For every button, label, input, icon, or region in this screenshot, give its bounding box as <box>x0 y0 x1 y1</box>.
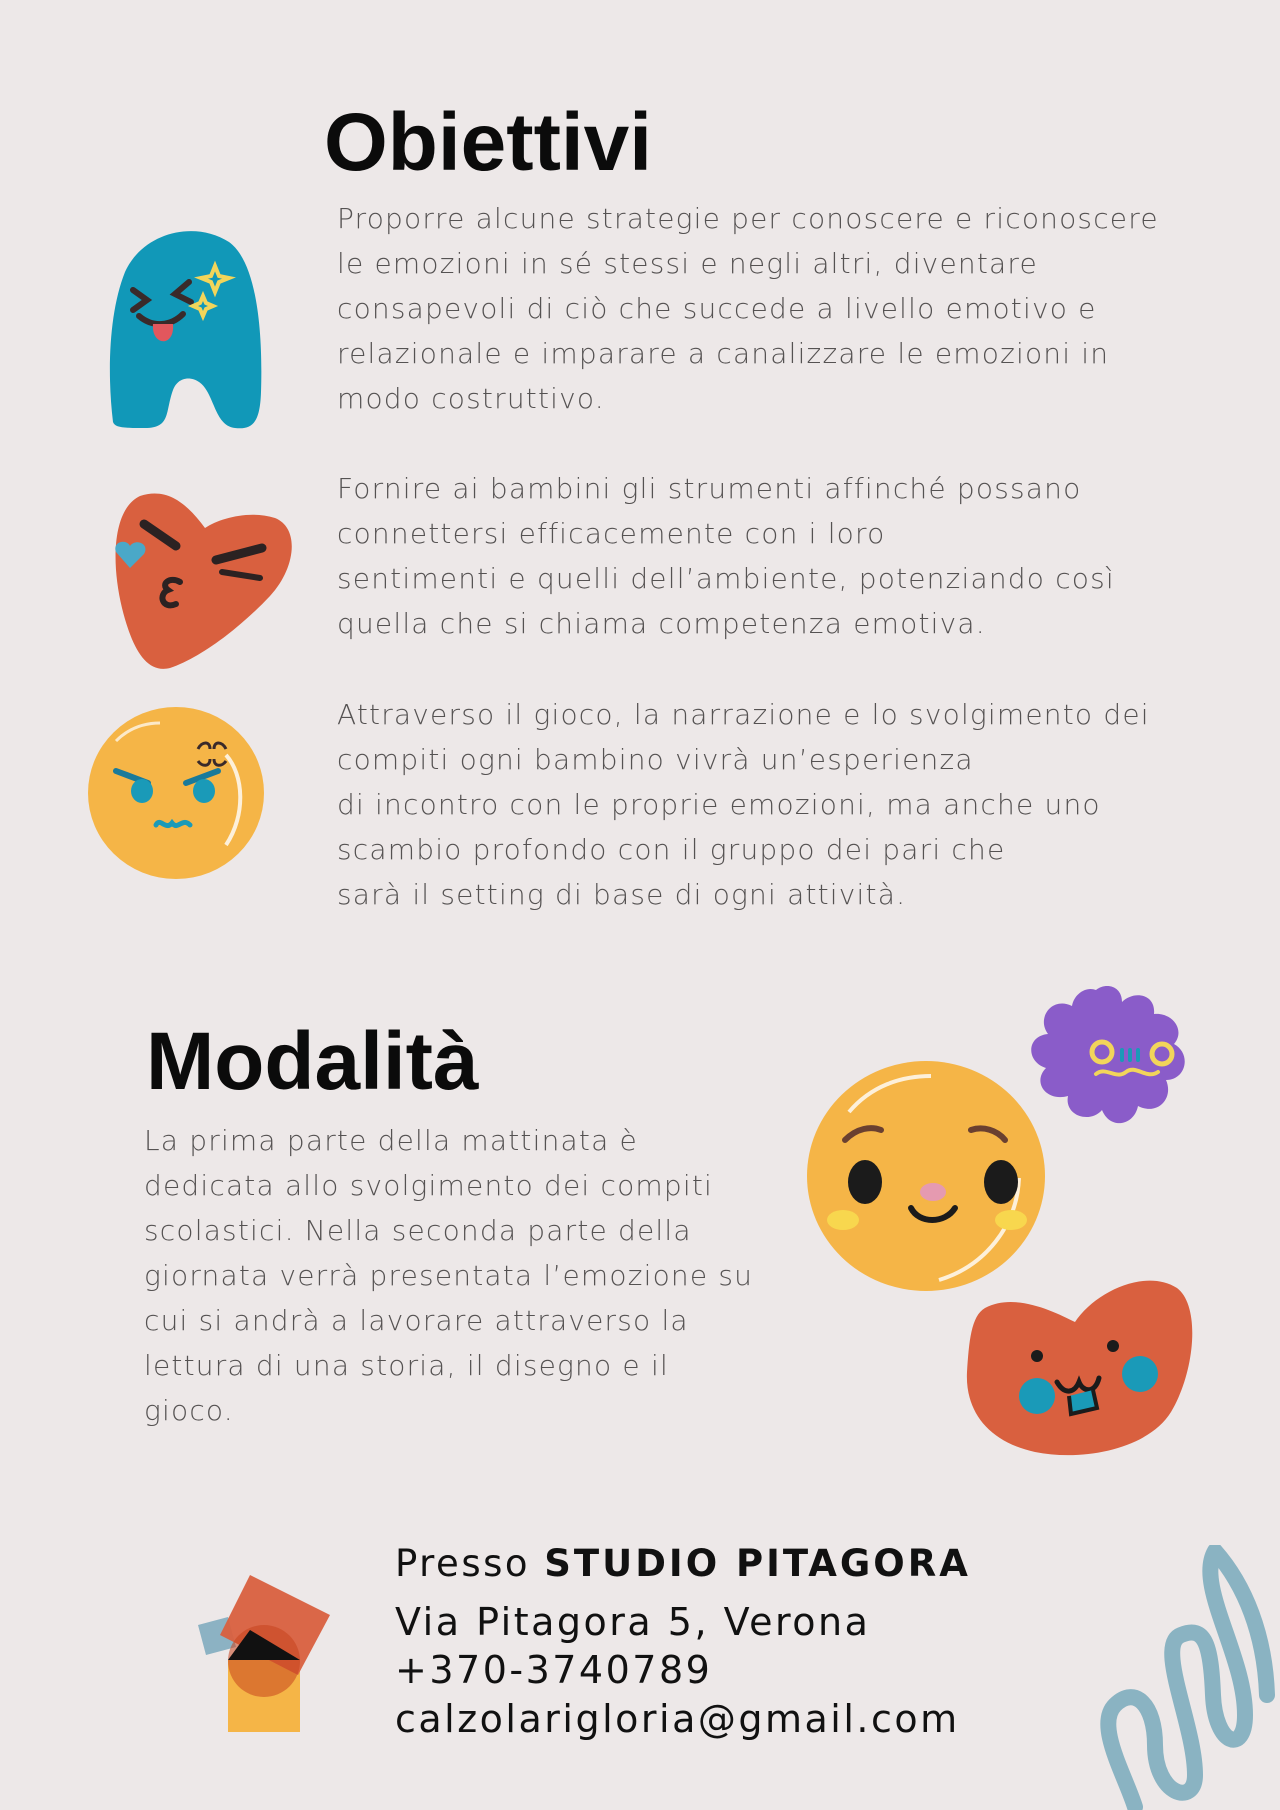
contact-email: calzolarigloria@gmail.com <box>395 1697 960 1741</box>
contact-address: Via Pitagora 5, Verona <box>395 1600 871 1644</box>
obiettivi-paragraph-3: Attraverso il gioco, la narrazione e lo svolgimento dei compiti ogni bambino vivrà un’esperienza di incontro con le proprie emozioni, ma anche uno scambio profondo con il gruppo dei pari che sarà il setting di base di ogni attività. <box>337 698 1150 911</box>
contact-location <box>395 1542 971 1585</box>
yellow-angry-face-icon <box>86 705 268 881</box>
obiettivi-heading: Obiettivi <box>324 97 653 188</box>
purple-flower-icon <box>1026 984 1192 1130</box>
contact-phone: +370-3740789 <box>395 1648 713 1692</box>
modalita-heading: Modalità <box>146 1016 479 1107</box>
pythagoras-logo-icon <box>198 1575 332 1735</box>
contact-prefix: Presso <box>395 1542 545 1585</box>
red-heart-kiss-icon <box>110 488 295 670</box>
blue-scribble-decoration <box>1095 1545 1280 1810</box>
obiettivi-paragraph-1: Proporre alcune strategie per conoscere e riconoscere le emozioni in sé stessi e negli altri, diventare consapevoli di ciò che succede a livello emotivo e relazionale e imparare a canalizzare le emozioni in modo costruttivo. <box>337 202 1159 415</box>
modalita-paragraph: La prima parte della mattinata è dedicata allo svolgimento dei compiti scolastici. Nella seconda parte della giornata verrà presentata l’emozione su cui si andrà a lavorare attraverso la lettura di una storia, il disegno e il gioco. <box>144 1124 754 1427</box>
yellow-smile-face-icon <box>805 1058 1047 1294</box>
red-blob-face-icon <box>965 1272 1195 1458</box>
blue-arch-monster-icon <box>105 222 265 432</box>
obiettivi-paragraph-2: Fornire ai bambini gli strumenti affinché possano connettersi efficacemente con i loro sentimenti e quelli dell’ambiente, potenziando così quella che si chiama competenza emotiva. <box>337 472 1115 640</box>
studio-name: STUDIO PITAGORA <box>544 1542 971 1585</box>
